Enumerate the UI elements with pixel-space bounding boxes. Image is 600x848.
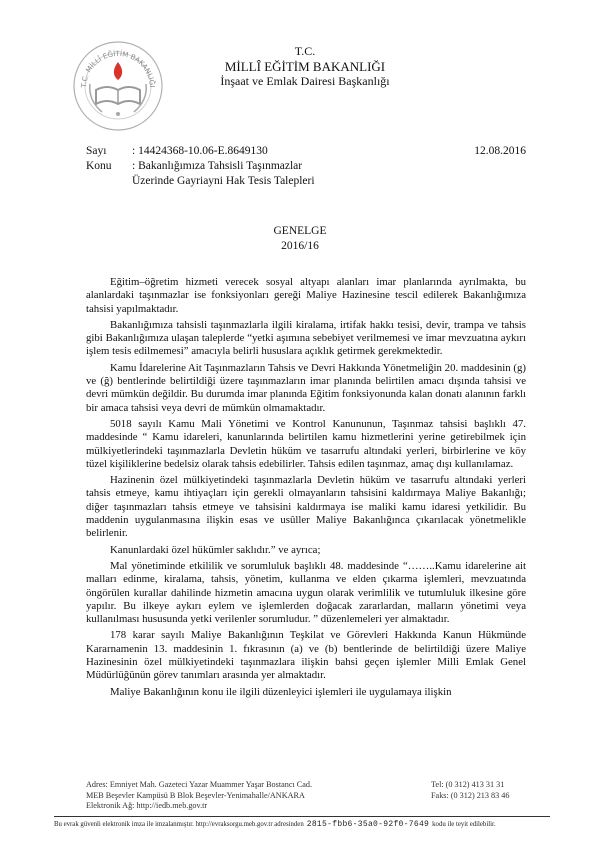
sayi-row: [86, 144, 526, 159]
circular-number: 2016/16: [281, 240, 319, 252]
paragraph: 178 karar sayılı Maliye Bakanlığının Teşkilat ve Görevleri Hakkında Kanun Hükmünde Kararnamenin 13. maddesinin 1. fıkrasının (a) ve (b) bentlerinde de belirtildiği üzere Maliye Hazinesinin özel mülkiyetindeki taşınmazlara ilişkin bahsi geçen işlemler Milli Emlak Genel Müdürlüğünün görev tanımları arasında yer almaktadır.: [86, 629, 526, 682]
header-tc: T.C.: [294, 44, 316, 58]
circular-heading: [0, 224, 600, 254]
sayi-label: Sayı: [86, 145, 107, 157]
paragraph: Maliye Bakanlığının konu ile ilgili düzenleyici işlemleri ile uygulamaya ilişkin: [110, 685, 452, 698]
document-meta: [86, 144, 526, 189]
paragraph: Kanunlardaki özel hükümler saklıdır.” ve ayrıca;: [110, 543, 321, 556]
flame-icon: [114, 62, 122, 80]
paragraph: Eğitim–öğretim hizmeti verecek sosyal altyapı alanları imar planlarında ayrılmakta, bu alanlardaki taşınmazlar ise fonksiyonları gereği Maliye Hazinesine tescil edilerek Bakanlığımıza tahsisi yapılmaktadır.: [86, 276, 526, 315]
footer-website: Elektronik Ağ: http://iedb.meb.gov.tr: [86, 801, 208, 810]
footer-fax: Faks: (0 312) 213 83 46: [431, 790, 510, 800]
footer-address-line1: Adres: Emniyet Mah. Gazeteci Yazar Muammer Yaşar Bostancı Cad.: [86, 780, 313, 789]
letterhead: [180, 44, 430, 89]
logo-ring-text: T.C. MİLLÎ EĞİTİM BAKANLIĞI: [79, 49, 157, 88]
paragraph: Mal yönetiminde etkililik ve sorumluluk başlıklı 48. maddesinde “……..Kamu idarelerine ait malları edinme, kiralama, tahsis, yönetim, kullanma ve elden çıkarma işlemleri, mevzuatında öngörülen kurallar dahilinde hizmetin amacına uygun olarak verimlilik ve tutumluluk ilkesine göre yapılır. Bu ilkeye aykırı eylem ve işlemlerden doğacak zararlardan, malların yönetimi veya kullanılması hususunda yetki verilenler sorumludur. ” düzenlemeleri yer almaktadır.: [86, 559, 526, 626]
footer-phone: Tel: (0 312) 413 31 31: [431, 780, 505, 789]
paragraph: 5018 sayılı Kamu Mali Yönetimi ve Kontrol Kanununun, Taşınmaz tahsisi başlıklı 47. maddesinde “ Kamu idareleri, kanunlarında belirtilen kamu hizmetlerini yerine getirebilmek için mülkiyetlerindeki taşınmazlarla Devletin hüküm ve tasarrufu altındaki yerleri, birbirlerine ve köy tüzel kişiliklerine bedelsiz olarak tahsis edebilirler. Tahsis edilen taşınmaz, amaç dışı kullanılamaz.: [86, 417, 526, 470]
verification-text-end: kodu ile teyit edilebilir.: [432, 821, 496, 828]
konu-label: Konu: [86, 160, 112, 172]
footer-address-line2: MEB Beşevler Kampüsü B Blok Beşevler-Yenimahalle/ANKARA: [86, 790, 305, 800]
header-department: İnşaat ve Emlak Dairesi Başkanlığı: [220, 74, 390, 88]
paragraph: Hazinenin özel mülkiyetindeki taşınmazlarla Devletin hüküm ve tasarrufu altındaki yerleri tahsis etmeye, kamu ihtiyaçları için gerekli olmayanların tahsisini kaldırmaya Maliye Bakanlığı; diğer taşınmazları tahsis etmeye ve tahsisini kaldırmaya ise maliki kamu idaresi yetkilidir. Bu maddenin uygulanmasına ilişkin esas ve usûller Maliye Bakanlığınca çıkarılacak yönetmelikle belirlenir.: [86, 474, 526, 540]
verification-code: 2815-fbb6-35a0-92f0-7649: [306, 820, 430, 829]
document-body: [86, 276, 526, 702]
verification-text: Bu evrak güvenli elektronik imza ile imzalanmıştır. http://evraksorgu.meb.gov.tr adresinden: [54, 821, 304, 828]
sayi-value: : 14424368-10.06-E.8649130: [132, 145, 268, 157]
circular-title: GENELGE: [273, 225, 327, 237]
paragraph: Bakanlığımıza tahsisli taşınmazlarla ilgili kiralama, irtifak hakkı tesisi, devir, trampa ve tahsis gibi Bakanlığımıza ulaşan taleplerde “yetki aşımına sebebiyet verilmemesi ve imar mevzuatına aykırı işlem tesis edilmemesi” amacıyla belirli hususlara açıklık getirmek gerekmektedir.: [86, 318, 526, 358]
document-date: 12.08.2016: [474, 145, 526, 157]
konu-row: [86, 159, 526, 174]
header-ministry: MİLLÎ EĞİTİM BAKANLIĞI: [224, 59, 386, 74]
page-footer: [86, 780, 526, 812]
e-signature-verification: [54, 816, 550, 829]
konu-value: : Bakanlığımıza Tahsisli Taşınmazlar: [132, 160, 303, 172]
ministry-logo: [72, 40, 164, 132]
konu-value-continued: Üzerinde Gayriayni Hak Tesis Talepleri: [132, 175, 315, 187]
paragraph: Kamu İdarelerine Ait Taşınmazların Tahsis ve Devri Hakkında Yönetmeliğin 20. maddesinin (g) ve (ğ) bentlerinde belirtildiği üzere taşınmazların imar planında belirtilen amacı dışında tahsisi ve devri mümkün değildir. Bu durumda imar planında Eğitim fonksiyonunda kalan donatı alanının farklı bir amaca tahsisi veya devri de mümkün olmamaktadır.: [86, 361, 526, 414]
